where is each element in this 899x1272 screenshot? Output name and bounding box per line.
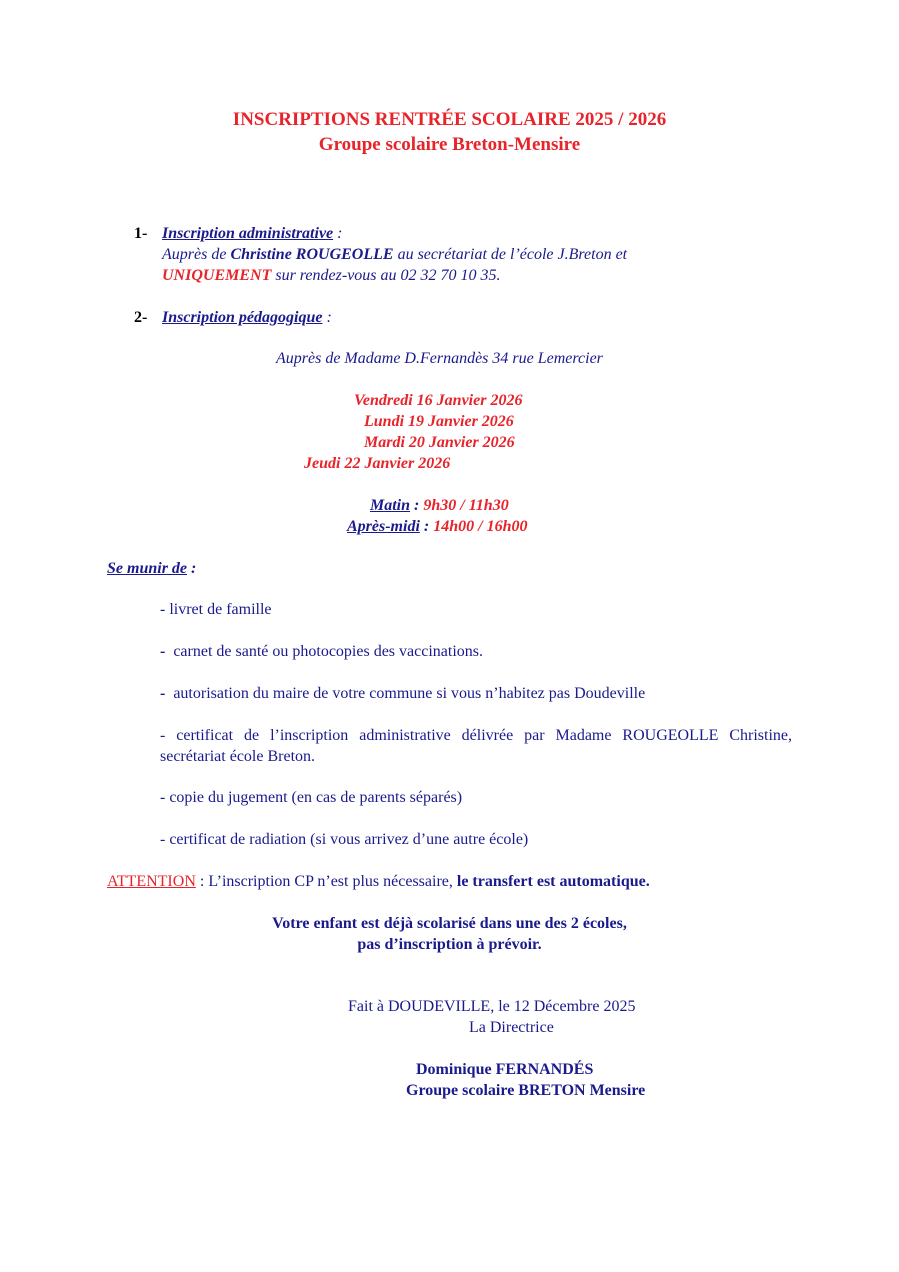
notice-line2: pas d’inscription à prévoir. [357, 936, 542, 953]
attention-line [107, 871, 650, 892]
section1-line1 [162, 244, 627, 265]
morning-separator: : [410, 497, 424, 514]
section1-line1-prefix: Auprès de [162, 246, 231, 263]
attention-bold-text: le transfert est automatique. [456, 873, 650, 890]
afternoon-hours: 14h00 / 16h00 [433, 518, 528, 535]
attention-label: ATTENTION [107, 873, 196, 890]
section2-heading: Inscription pédagogique [162, 309, 323, 326]
document-item: - certificat de radiation (si vous arrivez d’une autre école) [160, 831, 529, 848]
section1-line2 [162, 265, 501, 286]
afternoon-hours-line [347, 516, 527, 537]
morning-hours-line [370, 495, 509, 516]
page-title: INSCRIPTIONS RENTRÉE SCOLAIRE 2025 / 2026 [232, 109, 667, 130]
afternoon-label: Après-midi [347, 518, 420, 535]
document-item-line [160, 683, 645, 704]
document-item: - copie du jugement (en cas de parents séparés) [160, 789, 463, 806]
signer-role: La Directrice [469, 1019, 554, 1036]
section1-emphasis: UNIQUEMENT [162, 267, 272, 284]
notice-line1: Votre enfant est déjà scolarisé dans une des 2 écoles, [272, 915, 627, 932]
page-subtitle: Groupe scolaire Breton-Mensire [318, 134, 581, 155]
document-item: carnet de santé ou photocopies des vaccinations. [173, 643, 483, 660]
bold-dash: - [160, 685, 166, 702]
section2-location: Auprès de Madame D.Fernandès 34 rue Lemercier [276, 350, 603, 367]
documents-heading: Se munir de [107, 560, 188, 577]
morning-hours: 9h30 / 11h30 [423, 497, 509, 514]
afternoon-separator: : [419, 518, 434, 535]
signer-name: Dominique FERNANDÉS [416, 1061, 594, 1078]
document-item-line [160, 641, 483, 662]
section2-heading-suffix: : [322, 309, 332, 326]
documents-heading-suffix: : [187, 560, 197, 577]
section1-heading-line [162, 223, 342, 244]
document-item: - livret de famille [160, 601, 272, 618]
document-item: - certificat de l’inscription administrative délivrée par Madame ROUGEOLLE Christine, secrétariat école Breton. [160, 727, 792, 765]
section1-heading: Inscription administrative [162, 225, 334, 242]
date-item: Mardi 20 Janvier 2026 [364, 434, 515, 451]
morning-label: Matin [370, 497, 411, 514]
section1-heading-suffix: : [333, 225, 343, 242]
date-item: Jeudi 22 Janvier 2026 [304, 455, 451, 472]
signer-school: Groupe scolaire BRETON Mensire [406, 1082, 646, 1099]
section1-line1-suffix: au secrétariat de l’école J.Breton et [393, 246, 628, 263]
bold-dash: - [160, 643, 166, 660]
section2-heading-line [162, 307, 332, 328]
date-item: Lundi 19 Janvier 2026 [364, 413, 514, 430]
attention-text: : L’inscription CP n’est plus nécessaire, [195, 873, 457, 890]
documents-heading-line [107, 558, 196, 579]
date-item: Vendredi 16 Janvier 2026 [354, 392, 523, 409]
section1-line2-suffix: sur rendez-vous au 02 32 70 10 35. [271, 267, 501, 284]
section1-contact-name: Christine ROUGEOLLE [230, 246, 394, 263]
document-item: autorisation du maire de votre commune si vous n’habitez pas Doudeville [173, 685, 646, 702]
section2-number: 2- [134, 309, 148, 326]
section1-number: 1- [134, 225, 148, 242]
place-date: Fait à DOUDEVILLE, le 12 Décembre 2025 [348, 998, 636, 1015]
